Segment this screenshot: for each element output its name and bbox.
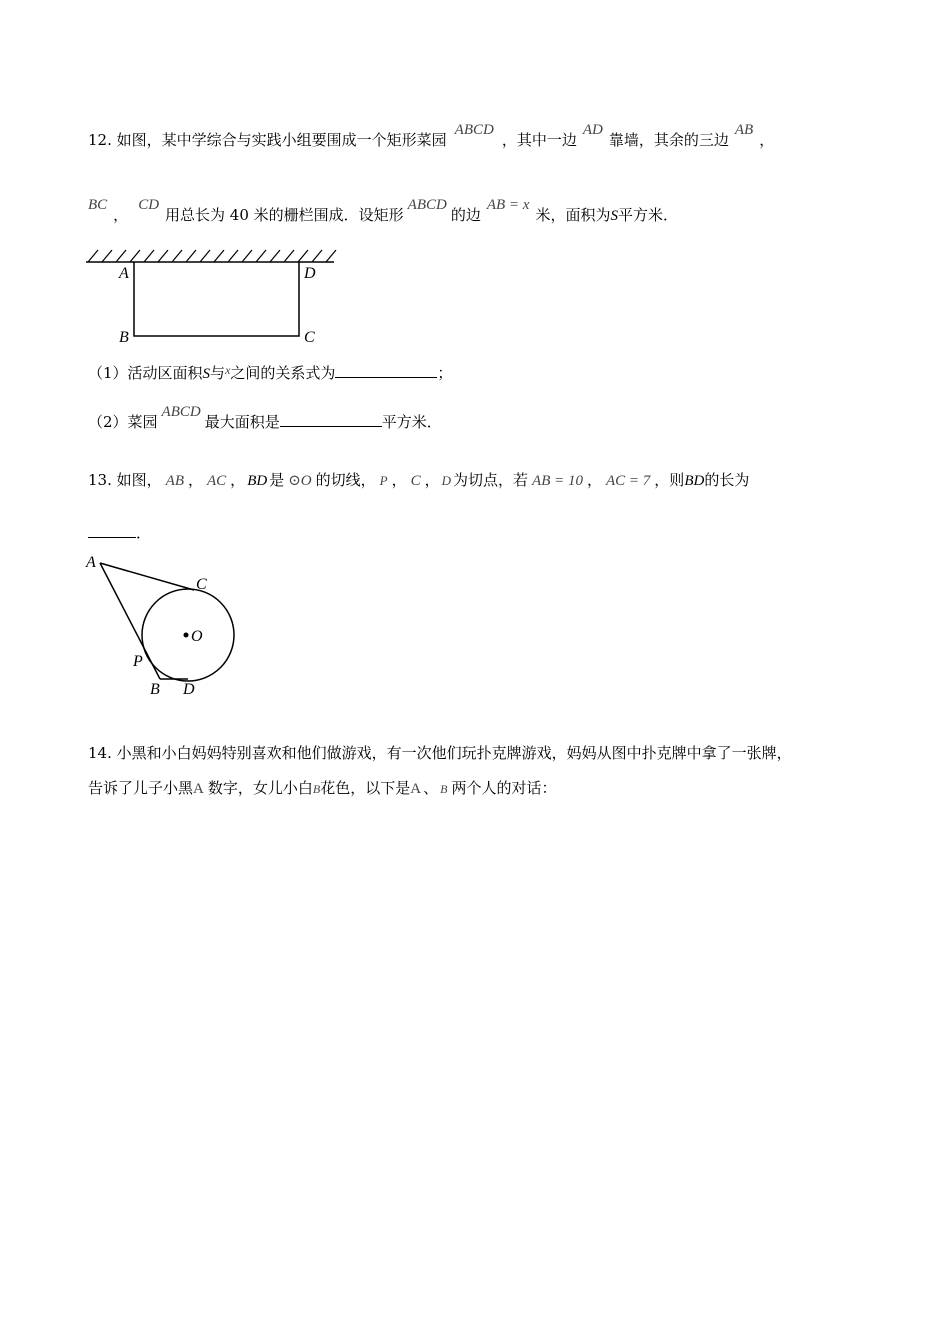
q14-text: 小黑和小白妈妈特别喜欢和他们做游戏，有一次他们玩扑克牌游戏，妈妈从图中扑克牌中拿了一张牌， [116,744,792,762]
q12-text: 用总长为 40 米的栅栏围成．设矩形 [165,206,404,224]
math-a: A [410,781,422,797]
q12-sub1 [88,363,452,384]
q12-line-1 [88,122,775,151]
q13-text: ， [424,471,440,489]
sub1-text: ； [437,364,453,382]
q12-text: 靠墙，其余的三边 [608,131,729,149]
q13-text: ， [230,471,246,489]
q12-text: ，其中一边 [501,131,577,149]
q14-line-1 [88,743,792,763]
answer-blank[interactable] [280,412,382,427]
label-d: D [304,265,316,282]
math-x: x [225,363,231,377]
math-bc: BC [88,197,108,213]
label-a: A [86,554,96,571]
math-b: B [440,782,448,796]
sub2-text: 最大面积是 [204,413,280,431]
math-ad: AD [582,122,603,138]
label-b: B [150,681,160,698]
q14-text: 告诉了儿子小黑 [88,779,194,797]
q14-text: 花色，以下是 [320,779,411,797]
math-abcd: ABCD [407,197,447,213]
q13-line-1 [88,470,749,491]
q13-text: 的长为 [704,471,750,489]
math-a: A [193,781,204,797]
math-bd: BD [247,473,268,489]
q13-text: 为切点，若 [453,471,529,489]
label-d: D [183,681,195,698]
sub1-prefix: （1）活动区面积 [88,364,203,382]
label-c: C [304,329,315,346]
answer-blank[interactable] [335,363,437,378]
q14-text: 两个人的对话： [451,779,557,797]
q13-text: ， [586,471,602,489]
label-o: O [191,628,203,645]
tangent-circle-figure [82,550,242,700]
q12-text: 米，面积为 [535,206,611,224]
math-c: C [410,473,421,489]
q13-text: ，则 [654,471,685,489]
q13-text: 的切线， [315,471,376,489]
q12-text: 的边 [450,206,481,224]
sub2-prefix: （2）菜园 [88,413,158,431]
math-abcd: ABCD [454,122,494,138]
q14-number: 14. [88,744,112,762]
q13-text: 如图， [116,471,162,489]
math-ab-eq-10: AB = 10 [532,473,583,489]
math-s: S [202,366,211,382]
q13-text: ， [187,471,203,489]
q14-text: 、 [423,779,439,797]
math-cd: CD [138,197,160,213]
q12-number: 12. [88,131,112,149]
q12-text: 平方米． [617,206,678,224]
q14-text: 数字，女儿小白 [207,779,313,797]
q12-text: ， [113,206,129,224]
label-b: B [119,329,129,346]
math-ab-eq-x: AB = x [486,197,530,213]
sub2-text: 平方米． [381,413,442,431]
math-d: D [441,473,452,488]
math-ac: AC [207,473,227,489]
q14-line-2 [88,778,556,799]
label-p: P [133,653,143,670]
q12-sub2 [88,404,442,433]
q13-text: ， [391,471,407,489]
math-p: P [379,473,388,488]
label-a: A [119,265,129,282]
label-c: C [196,576,207,593]
q12-text: ， [759,131,775,149]
sub1-text: 之间的关系式为 [230,364,336,382]
math-circle-o: ⊙O [288,473,312,489]
sub1-text: 与 [210,364,226,382]
rectangle-figure [84,244,340,348]
math-ab: AB [165,473,184,489]
q13-line-2 [88,523,151,543]
math-b: B [312,782,321,796]
math-ac-eq-7: AC = 7 [606,473,651,489]
q13-number: 13. [88,471,112,489]
q12-line-2 [88,197,678,226]
q13-text: ． [136,524,152,542]
math-abcd: ABCD [161,404,201,420]
math-s: S [610,208,618,224]
math-bd: BD [684,473,705,489]
q13-text: 是 [269,471,285,489]
math-ab: AB [734,122,754,138]
answer-blank[interactable] [88,523,136,538]
q12-text: 如图，某中学综合与实践小组要围成一个矩形菜园 [116,131,447,149]
